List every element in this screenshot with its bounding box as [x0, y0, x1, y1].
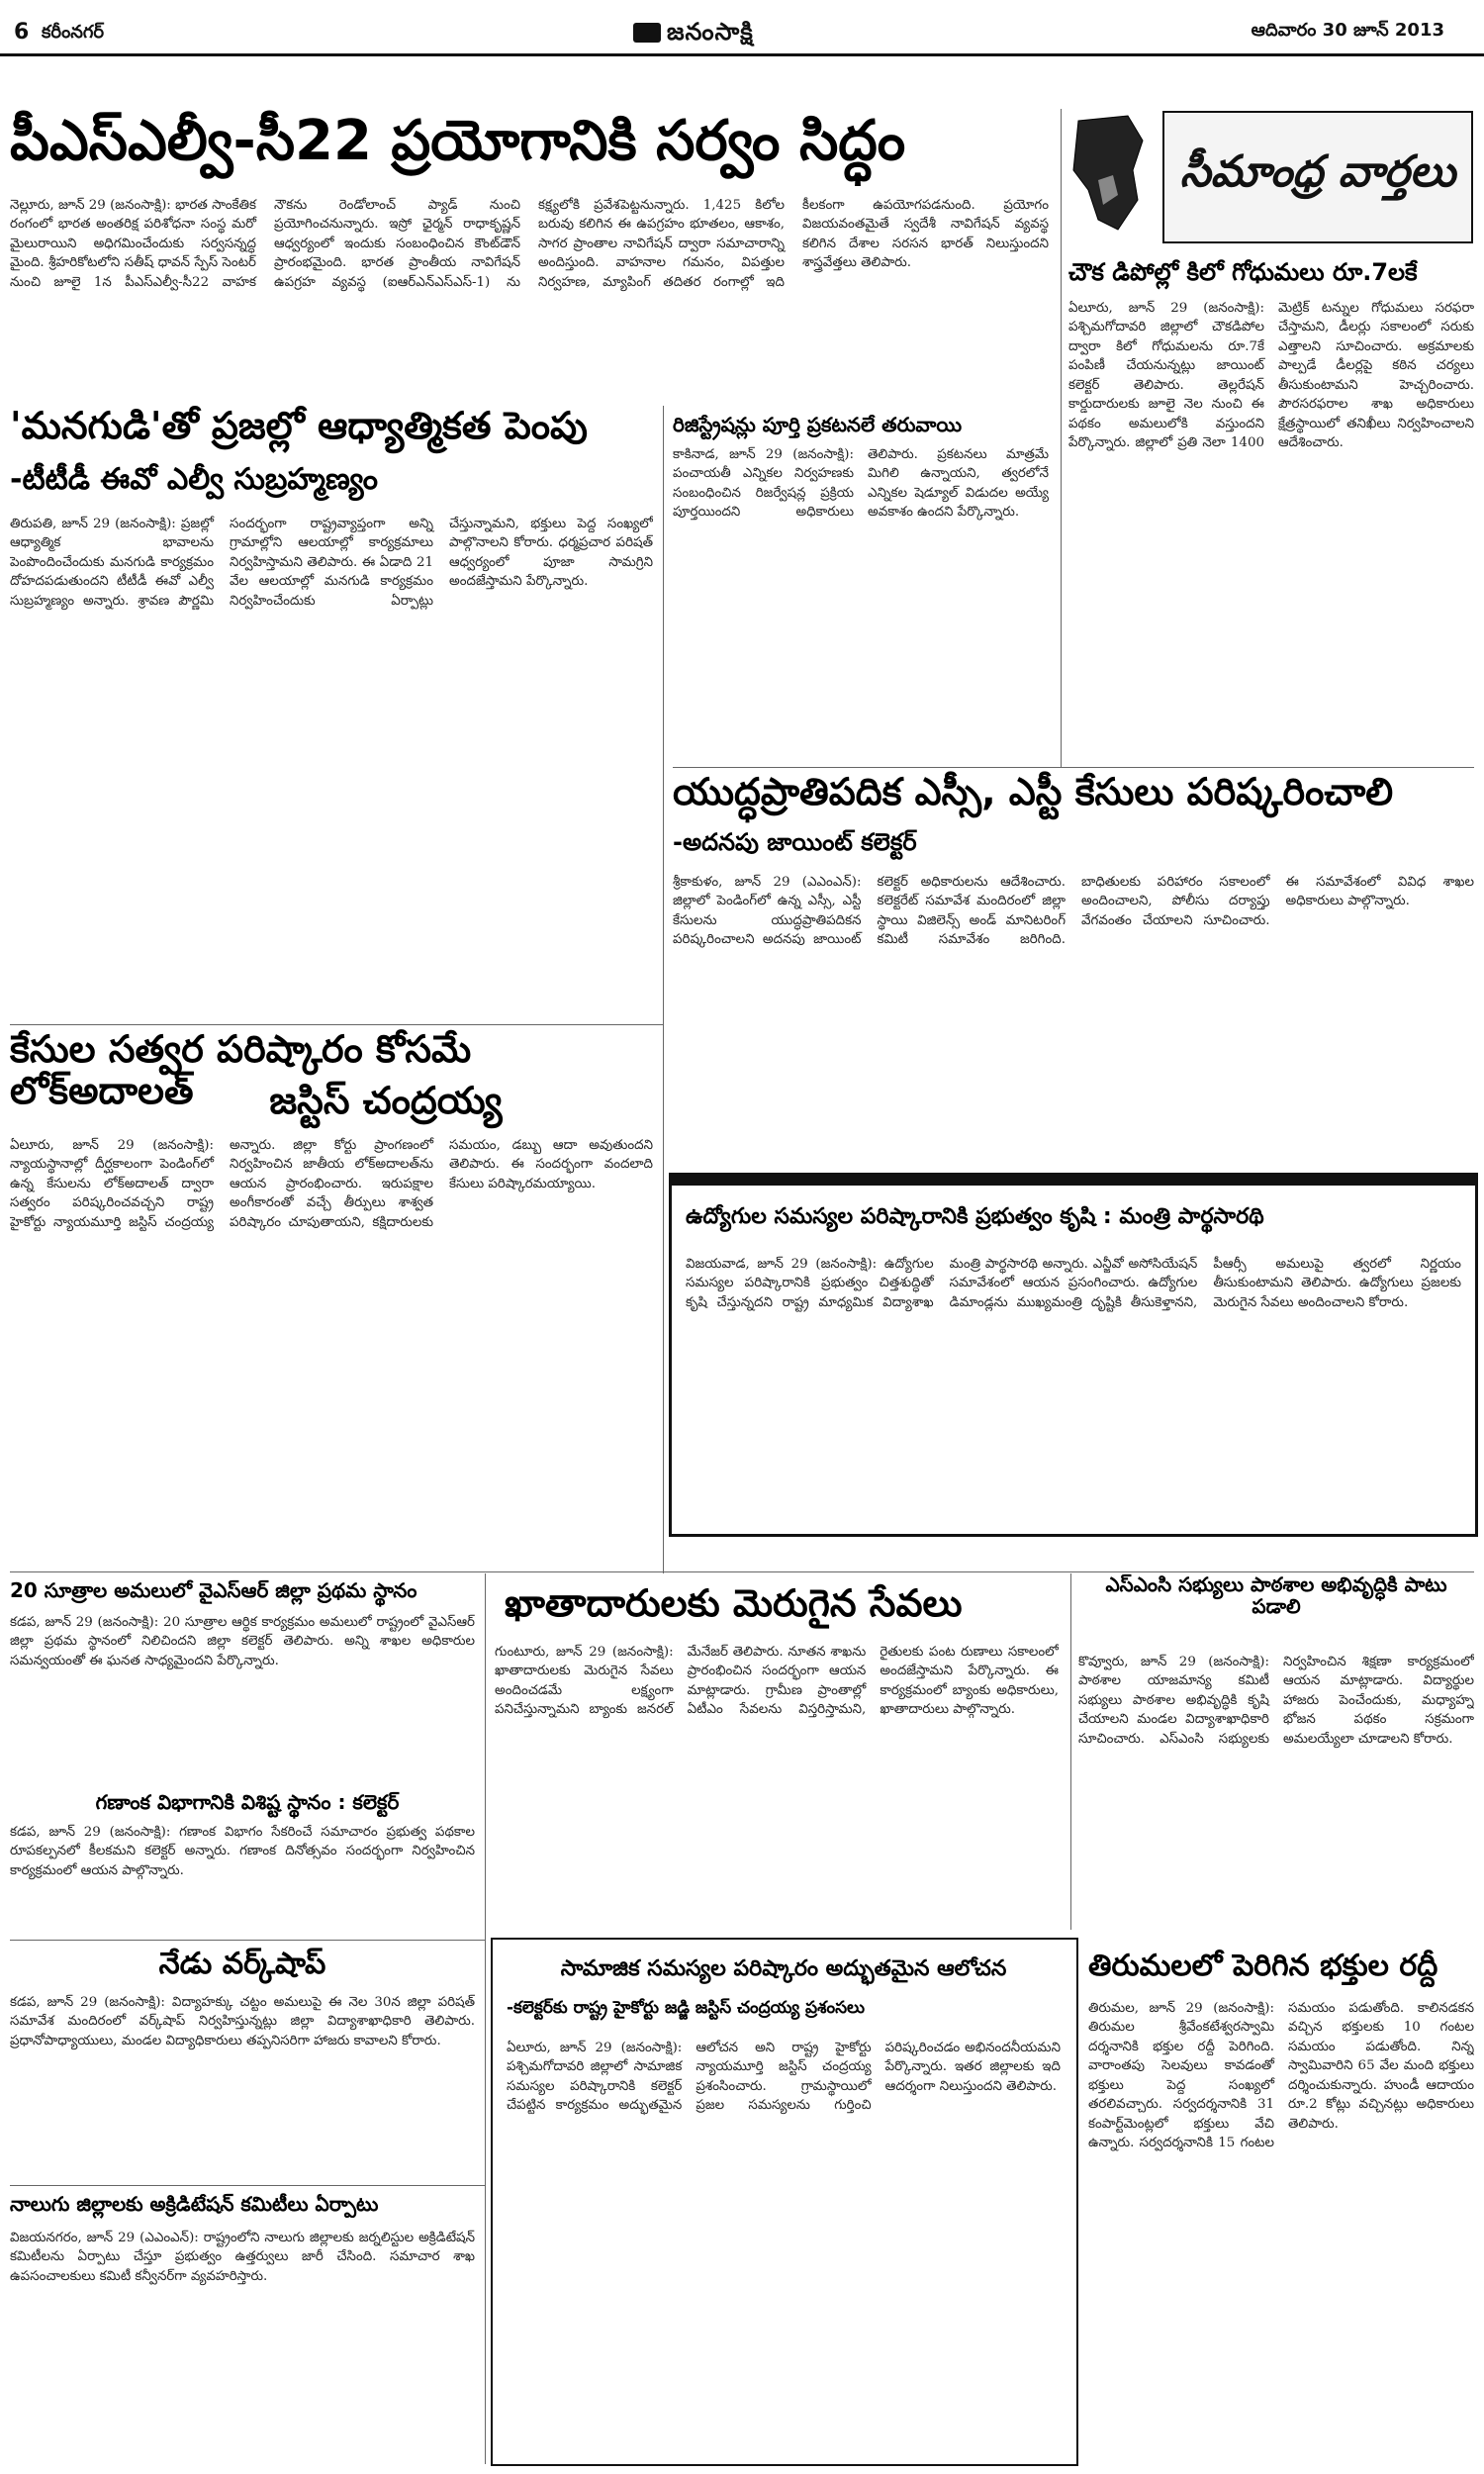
account-holders-headline: ఖాతాదారులకు మెరుగైన సేవలు — [505, 1581, 963, 1625]
statistics-article-body: కడప, జూన్ 29 (జనంసాక్షి): గణాంక విభాగం సేకరించే సమాచారం ప్రభుత్వ పథకాల రూపకల్పనలో కీలకమని కలెక్టర్ అన్నారు. గణాంక దినోత్సవం సందర్భంగా నిర్వహించిన కార్యక్రమంలో ఆయన పాల్గొన్నారు. — [10, 1825, 475, 1878]
twenty-point-headline: 20 సూత్రాల అమలులో వైఎస్ఆర్ జిల్లా ప్రథమ స్థానం — [10, 1578, 417, 1602]
section-divider — [10, 1024, 663, 1025]
newspaper-logo-icon — [633, 23, 661, 43]
lokadalat-headline: కేసుల సత్వర పరిష్కారం కోసమే లోక్‌అదాలత్ — [10, 1027, 472, 1112]
scst-subheadline: -అదనపు జాయింట్ కలెక్టర్ — [673, 828, 917, 856]
section-divider — [10, 1940, 485, 1941]
section-divider — [673, 767, 1474, 768]
accreditation-article-body: విజయనగరం, జూన్ 29 (ఎఎంఎన్): రాష్ట్రంలోని నాలుగు జిల్లాలకు జర్నలిస్టుల అక్రిడిటేషన్ కమిటీలను ఏర్పాటు చేస్తూ ప్రభుత్వం ఉత్తర్వులు జారీ చేసింది. సమాచార శాఖ ఉపసంచాలకులు కమిటీ కన్వీనర్‌గా వ్యవహరిస్తారు. — [10, 2231, 475, 2284]
managudi-headline: 'మనగుడి'తో ప్రజల్లో ఆధ్యాత్మికత పెంపు — [10, 404, 588, 447]
masthead-title: జనంసాక్షి — [667, 18, 754, 46]
workshop-article-body: కడప, జూన్ 29 (జనంసాక్షి): విద్యాహక్కు చట్టం అమలుపై ఈ నెల 30న జిల్లా పరిషత్ సమావేశ మందిరంలో వర్క్‌షాప్ నిర్వహిస్తున్నట్లు జిల్లా విద్యాశాఖాధికారి తెలిపారు. ప్రధానోపాధ్యాయులు, మండల విద్యాధికారులు తప్పనిసరిగా హాజరు కావాలని కోరారు. — [10, 1995, 475, 2048]
box-top-bar — [672, 1176, 1475, 1186]
lokadalat-subheadline: జస్టిస్ చంద్రయ్య — [269, 1079, 503, 1122]
statistics-headline: గణాంక విభాగానికి విశిష్ట స్థానం : కలెక్టర్ — [95, 1790, 400, 1814]
managudi-subheadline: -టీటీడీ ఈవో ఎల్వీ సుబ్రహ్మణ్యం — [10, 462, 379, 497]
scst-headline: యుద్ధప్రాతిపదిక ఎస్సీ, ఎస్టీ కేసులు పరిష్కరించాలి — [673, 770, 1394, 813]
issue-date: ఆదివారం 30 జూన్ 2013 — [1251, 20, 1444, 41]
managudi-article-body: తిరుపతి, జూన్ 29 (జనంసాక్షి): ప్రజల్లో ఆధ్యాత్మిక భావాలను పెంపొందించేందుకు మనగుడి కార్యక్రమం దోహదపడుతుందని టీటీడీ ఈవో ఎల్వీ సుబ్రహ్మణ్యం అన్నారు. శ్రావణ పౌర్ణమి సందర్భంగా రాష్ట్రవ్యాప్తంగా అన్ని గ్రామాల్లోని ఆలయాల్లో కార్యక్రమాలు నిర్వహిస్తామని తెలిపారు. ఈ ఏడాది 21 వేల ఆలయాల్లో మనగుడి కార్యక్రమం నిర్వహించేందుకు ఏర్పాట్లు చేస్తున్నామని, భక్తులు పెద్ద సంఖ్యలో పాల్గొనాలని కోరారు. ధర్మప్రచార పరిషత్ ఆధ్వర్యంలో పూజా సామగ్రిని అందజేస్తామని పేర్కొన్నారు. — [10, 517, 653, 609]
seemandhra-headline: చౌక డిపోల్లో కిలో గోధుమలు రూ.7లకే — [1068, 258, 1418, 286]
scst-article-body: శ్రీకాకుళం, జూన్ 29 (ఎఎంఎన్): జిల్లాలో పెండింగ్‌లో ఉన్న ఎస్సీ, ఎస్టీ కేసులను యుద్ధప్రాతిపదికన పరిష్కరించాలని అదనపు జాయింట్ కలెక్టర్ అధికారులను ఆదేశించారు. కలెక్టరేట్ సమావేశ మందిరంలో జిల్లా స్థాయి విజిలెన్స్ అండ్ మానిటరింగ్ కమిటీ సమావేశం జరిగింది. బాధితులకు పరిహారం సకాలంలో అందించాలని, పోలీసు దర్యాప్తు వేగవంతం చేయాలని సూచించారు. ఈ సమావేశంలో వివిధ శాఖల అధికారులు పాల్గొన్నారు. — [673, 875, 1474, 948]
employees-article-body: విజయవాడ, జూన్ 29 (జనంసాక్షి): ఉద్యోగుల సమస్యల పరిష్కారానికి ప్రభుత్వం చిత్తశుద్ధితో కృషి చేస్తున్నదని రాష్ట్ర మాధ్యమిక విద్యాశాఖ మంత్రి పార్థసారథి అన్నారు. ఎన్జీవో అసోసియేషన్ సమావేశంలో ఆయన ప్రసంగించారు. ఉద్యోగుల డిమాండ్లను ముఖ్యమంత్రి దృష్టికి తీసుకెళ్తానని, పీఆర్సీ అమలుపై త్వరలో నిర్ణయం తీసుకుంటామని తెలిపారు. ఉద్యోగులు ప్రజలకు మెరుగైన సేవలు అందించాలని కోరారు. — [686, 1257, 1461, 1310]
lead-headline: పీఎస్ఎల్వీ-సీ22 ప్రయోగానికి సర్వం సిద్ధం — [10, 109, 906, 173]
section-divider — [10, 2185, 485, 2186]
page-number: 6 — [14, 20, 30, 45]
accreditation-headline: నాలుగు జిల్లాలకు అక్రిడిటేషన్ కమిటీలు ఏర్పాటు — [10, 2192, 379, 2216]
twenty-point-article-body: కడప, జూన్ 29 (జనంసాక్షి): 20 సూత్రాల ఆర్థిక కార్యక్రమం అమలులో రాష్ట్రంలో వైఎస్ఆర్ జిల్లా ప్రథమ స్థానంలో నిలిచిందని జిల్లా కలెక్టర్ తెలిపారు. అన్ని శాఖల అధికారుల సమన్వయంతో ఈ ఘనత సాధ్యమైందని పేర్కొన్నారు. — [10, 1615, 475, 1668]
column-divider — [1070, 1573, 1071, 1930]
employees-headline: ఉద్యోగుల సమస్యల పరిష్కారానికి ప్రభుత్వం కృషి : మంత్రి పార్థసారథి — [686, 1204, 1264, 1229]
state-map-icon — [1068, 111, 1148, 239]
registrations-article-body: కాకినాడ, జూన్ 29 (జనంసాక్షి): పంచాయతీ ఎన్నికల నిర్వహణకు సంబంధించిన రిజర్వేషన్ల ప్రక్రియ పూర్తయిందని అధికారులు తెలిపారు. ప్రకటనలు మాత్రమే మిగిలి ఉన్నాయని, త్వరలోనే ఎన్నికల షెడ్యూల్ విడుదల అయ్యే అవకాశం ఉందని పేర్కొన్నారు. — [673, 447, 1049, 521]
workshop-headline: నేడు వర్క్‌షాప్ — [158, 1947, 326, 1981]
section-divider — [10, 1571, 1474, 1572]
account-holders-article-body: గుంటూరు, జూన్ 29 (జనంసాక్షి): ఖాతాదారులకు మెరుగైన సేవలు అందించడమే లక్ష్యంగా పనిచేస్తున్నామని బ్యాంకు జనరల్ మేనేజర్ తెలిపారు. నూతన శాఖను ప్రారంభించిన సందర్భంగా ఆయన మాట్లాడారు. గ్రామీణ ప్రాంతాల్లో ఏటీఎం సేవలను విస్తరిస్తామని, రైతులకు పంట రుణాలు సకాలంలో అందజేస్తామని పేర్కొన్నారు. ఈ కార్యక్రమంలో బ్యాంకు అధికారులు, ఖాతాదారులు పాల్గొన్నారు. — [495, 1645, 1059, 1718]
section-name: కరీంనగర్ — [42, 22, 104, 43]
column-divider — [1061, 109, 1062, 767]
registrations-headline: రిజిస్ట్రేషన్లు పూర్తి ప్రకటనలే తరువాయి — [673, 413, 963, 436]
employees-box — [669, 1173, 1478, 1537]
social-headline: సామాజిక సమస్యల పరిష్కారం అద్భుతమైన ఆలోచన — [560, 1956, 1007, 1981]
smc-headline: ఎస్ఎంసి సభ్యులు పాఠశాల అభివృద్ధికి పాటు పడాలి — [1105, 1572, 1447, 1618]
masthead — [633, 18, 754, 51]
column-divider — [663, 406, 664, 1573]
smc-article-body: కొవ్వూరు, జూన్ 29 (జనంసాక్షి): పాఠశాల యాజమాన్య కమిటీ సభ్యులు పాఠశాల అభివృద్ధికి కృషి చేయాలని మండల విద్యాశాఖాధికారి సూచించారు. ఎస్ఎంసి సభ్యులకు నిర్వహించిన శిక్షణా కార్యక్రమంలో ఆయన మాట్లాడారు. విద్యార్థుల హాజరు పెంచేందుకు, మధ్యాహ్న భోజన పథకం సక్రమంగా అమలయ్యేలా చూడాలని కోరారు. — [1078, 1655, 1474, 1747]
header-rule — [0, 53, 1484, 56]
tirumala-headline: తిరుమలలో పెరిగిన భక్తుల రద్దీ — [1088, 1949, 1438, 1983]
seemandhra-banner: సీమాంధ్ర వార్తలు — [1162, 111, 1473, 243]
lokadalat-article-body: ఏలూరు, జూన్ 29 (జనంసాక్షి): న్యాయస్థానాల్లో దీర్ఘకాలంగా పెండింగ్‌లో ఉన్న కేసులను లోక్‌అదాలత్ ద్వారా సత్వరం పరిష్కరించవచ్చని రాష్ట్ర హైకోర్టు న్యాయమూర్తి జస్టిస్ చంద్రయ్య అన్నారు. జిల్లా కోర్టు ప్రాంగణంలో నిర్వహించిన జాతీయ లోక్‌అదాలత్‌ను ఆయన ప్రారంభించారు. ఇరుపక్షాల అంగీకారంతో వచ్చే తీర్పులు శాశ్వత పరిష్కారం చూపుతాయని, కక్షిదారులకు సమయం, డబ్బు ఆదా అవుతుందని తెలిపారు. ఈ సందర్భంగా వందలాది కేసులు పరిష్కారమయ్యాయి. — [10, 1138, 653, 1230]
column-divider — [485, 1573, 486, 2464]
seemandhra-article-body: ఏలూరు, జూన్ 29 (జనంసాక్షి): పశ్చిమగోదావరి జిల్లాలో చౌకడిపోల ద్వారా కిలో గోధుమలను రూ.7కే పంపిణీ చేయనున్నట్లు జాయింట్ కలెక్టర్ తెలిపారు. తెల్లరేషన్ కార్డుదారులకు జూలై నెల నుంచి ఈ పథకం అమలులోకి వస్తుందని పేర్కొన్నారు. జిల్లాలో ప్రతి నెలా 1400 మెట్రిక్ టన్నుల గోధుమలు సరఫరా చేస్తామని, డీలర్లు సకాలంలో సరుకు ఎత్తాలని సూచించారు. అక్రమాలకు పాల్పడే డీలర్లపై కఠిన చర్యలు తీసుకుంటామని హెచ్చరించారు. పౌరసరఫరాల శాఖ అధికారులు క్షేత్రస్థాయిలో తనిఖీలు నిర్వహించాలని ఆదేశించారు. — [1068, 301, 1474, 451]
lead-article-body: నెల్లూరు, జూన్ 29 (జనంసాక్షి): భారత సాంకేతిక రంగంలో భారత అంతరిక్ష పరిశోధనా సంస్థ మరో మైలురాయిని అధిగమించేందుకు సర్వసన్నద్ధ మైంది. శ్రీహరికోటలోని సతీష్ ధావన్ స్పేస్ సెంటర్ నుంచి జూలై 1న పీఎస్ఎల్వీ-సీ22 వాహక నౌకను రెండోలాంచ్ ప్యాడ్ నుంచి ప్రయోగించనున్నారు. ఇస్రో ఛైర్మన్ రాధాకృష్ణన్ ఆధ్వర్యంలో ఇందుకు సంబంధించిన కౌంట్‌డౌన్ ప్రారంభమైంది. భారత ప్రాంతీయ నావిగేషన్ ఉపగ్రహ వ్యవస్థ (ఐఆర్ఎన్ఎస్ఎస్-1) ను కక్ష్యలోకి ప్రవేశపెట్టనున్నారు. 1,425 కిలోల బరువు కలిగిన ఈ ఉపగ్రహం భూతలం, ఆకాశం, సాగర ప్రాంతాల నావిగేషన్ ద్వారా సమాచారాన్ని అందిస్తుంది. వాహనాల గమనం, విపత్తుల నిర్వహణ, మ్యాపింగ్ తదితర రంగాల్లో ఇది కీలకంగా ఉపయోగపడనుంది. ప్రయోగం విజయవంతమైతే స్వదేశీ నావిగేషన్ వ్యవస్థ కలిగిన దేశాల సరసన భారత్ నిలుస్తుందని శాస్త్రవేత్తలు తెలిపారు. — [10, 198, 1049, 290]
tirumala-article-body: తిరుమల, జూన్ 29 (జనంసాక్షి): తిరుమల శ్రీవేంకటేశ్వరస్వామి దర్శనానికి భక్తుల రద్దీ పెరిగింది. వారాంతపు సెలవులు కావడంతో భక్తులు పెద్ద సంఖ్యలో తరలివచ్చారు. సర్వదర్శనానికి 31 కంపార్ట్‌మెంట్లలో భక్తులు వేచి ఉన్నారు. సర్వదర్శనానికి 15 గంటల సమయం పడుతోంది. కాలినడకన వచ్చిన భక్తులకు 10 గంటల సమయం పడుతోంది. నిన్న స్వామివారిని 65 వేల మంది భక్తులు దర్శించుకున్నారు. హుండీ ఆదాయం రూ.2 కోట్లు వచ్చినట్లు అధికారులు తెలిపారు. — [1088, 2001, 1474, 2151]
social-box — [491, 1938, 1078, 2466]
social-article-body: ఏలూరు, జూన్ 29 (జనంసాక్షి): పశ్చిమగోదావరి జిల్లాలో సామాజిక సమస్యల పరిష్కారానికి కలెక్టర్ చేపట్టిన కార్యక్రమం అద్భుతమైన ఆలోచన అని రాష్ట్ర హైకోర్టు న్యాయమూర్తి జస్టిస్ చంద్రయ్య ప్రశంసించారు. గ్రామస్థాయిలో ప్రజల సమస్యలను గుర్తించి పరిష్కరించడం అభినందనీయమని పేర్కొన్నారు. ఇతర జిల్లాలకు ఇది ఆదర్శంగా నిలుస్తుందని తెలిపారు. — [507, 2041, 1061, 2114]
social-subheadline: -కలెక్టర్‌కు రాష్ట్ర హైకోర్టు జడ్జి జస్టిస్ చంద్రయ్య ప్రశంసలు — [507, 1998, 865, 2018]
